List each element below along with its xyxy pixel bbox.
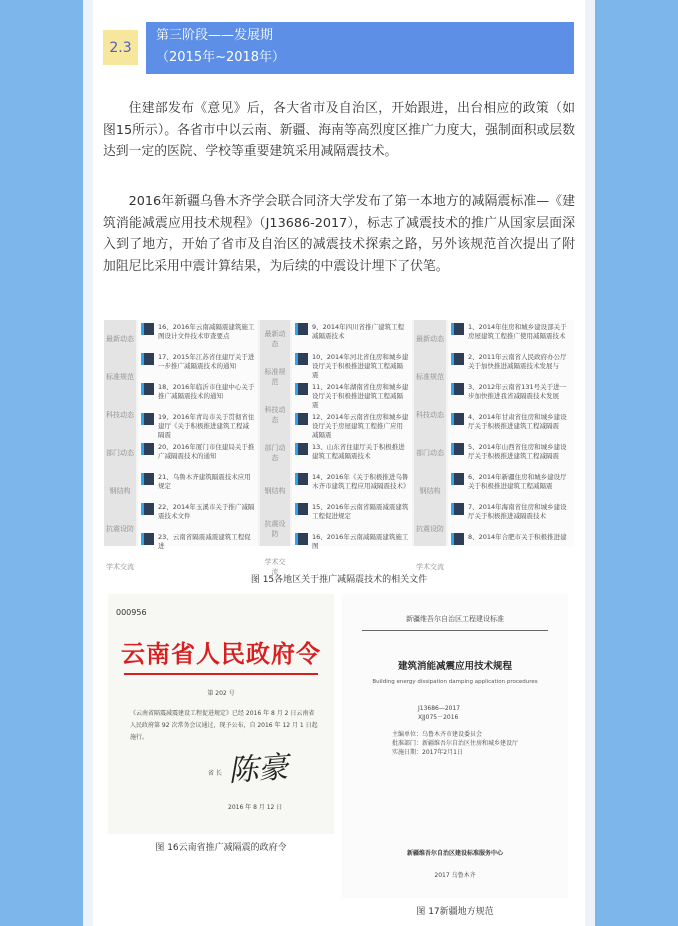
document-icon [295, 353, 308, 365]
document-link[interactable] [138, 500, 258, 530]
document-title: 23、云南省隔震减震建筑工程促进 [158, 533, 251, 550]
document-title: 16、2016年云南减隔震建筑施工图 [312, 533, 409, 550]
figure-17-caption: 图 17新疆地方规范 [416, 907, 494, 917]
document-title: 16、2016年云南减隔震建筑施工图设计文件技术审查要点 [158, 323, 255, 340]
document-icon [451, 323, 464, 335]
document-title: 13、山东省住建厅关于积极推进建筑工程减隔震技术 [312, 443, 405, 460]
figure-15-caption: 图 15各地区关于推广减隔震技术的相关文件 [250, 575, 428, 585]
document-icon [141, 443, 154, 455]
code-2: XJJ075－2016 [418, 714, 459, 721]
sidebar-category[interactable]: 科技动态 [416, 411, 444, 419]
sidebar-category[interactable]: 部门动态 [416, 449, 444, 457]
sidebar-category[interactable]: 学术交流 [416, 563, 444, 571]
document-link[interactable] [292, 410, 412, 440]
figure-16-government-order [108, 594, 334, 834]
document-link[interactable] [448, 500, 574, 530]
signature: 陈豪 [227, 749, 290, 790]
document-icon [451, 473, 464, 485]
sidebar-category[interactable]: 标准规范 [416, 373, 444, 381]
signer-label: 省 长 [208, 770, 222, 777]
document-icon [141, 323, 154, 335]
standard-info [392, 730, 518, 757]
sidebar-column [104, 320, 136, 571]
red-divider [124, 673, 318, 675]
standard-english-title: Building energy dissipation damping application procedures [372, 679, 538, 685]
document-link[interactable] [138, 350, 258, 380]
paragraph-2: 2016年新疆乌鲁木齐学会联合同济大学发布了第一本地方的减隔震标准—《建筑消能减震应用技术规程》（J13686-2017），标志了减震技术的推广从国家层面深入到了地方，开始了省市及自治区的减震技术探索之路，另外该规范首次提出了附加阻尼比采用中震计算结果，为后续的中震设计埋下了伏笔。 [103, 194, 575, 274]
document-link[interactable] [138, 380, 258, 410]
figure-17-standard-cover [342, 594, 568, 898]
document-icon [141, 503, 154, 515]
section-subtitle: （2015年~2018年） [156, 50, 286, 65]
doc-number: 000956 [116, 608, 147, 617]
document-icon [451, 443, 464, 455]
document-title: 20、2016年厦门市住建局关于推广减隔震技术的通知 [158, 443, 255, 460]
document-title: 3、2012年云南省131号关于进一步加快推进我省减隔震技术发展 [468, 383, 567, 400]
document-title: 22、2014年玉溪市关于推广减隔震技术文件 [158, 503, 255, 520]
divider [362, 630, 548, 631]
code-1: J13686—2017 [418, 705, 461, 712]
sidebar-category[interactable]: 钢结构 [264, 487, 286, 495]
document-title: 8、2014年合肥市关于积极推进建 [468, 533, 567, 541]
order-date: 2016 年 8 月 12 日 [228, 804, 283, 811]
figure-16-caption: 图 16云南省推广减隔震的政府令 [155, 843, 287, 853]
sidebar-category[interactable]: 科技动态 [106, 411, 134, 419]
document-icon [451, 533, 464, 545]
document-link[interactable] [292, 380, 412, 410]
document-link[interactable] [448, 380, 574, 410]
document-icon [295, 473, 308, 485]
document-title: 10、2014年河北省住房和城乡建设厅关于积极推进建筑工程减隔震 [312, 353, 409, 379]
sidebar-category[interactable]: 最新动态 [106, 335, 134, 343]
figure-15-document-list [104, 320, 574, 576]
sidebar-category[interactable]: 标准规范 [264, 368, 286, 386]
document-link[interactable] [292, 440, 412, 470]
document-title: 17、2015年江苏省住建厅关于进一步推广减隔震技术的通知 [158, 353, 255, 370]
document-link[interactable] [138, 530, 258, 560]
document-title: 21、乌鲁木齐建筑隔震技术应用规定 [158, 473, 251, 490]
standard-header: 新疆维吾尔自治区工程建设标准 [406, 615, 504, 623]
document-icon [141, 473, 154, 485]
document-title: 1、2014年住房和城乡建设部关于房屋建筑工程推广使用减隔震技术 [468, 323, 567, 340]
document-icon [451, 413, 464, 425]
document-icon [141, 383, 154, 395]
sidebar-column [414, 320, 446, 571]
sidebar-category[interactable]: 钢结构 [419, 487, 441, 495]
document-icon [141, 533, 154, 545]
section-number-badge: 2.3 [103, 30, 138, 65]
section-title: 第三阶段——发展期 [156, 28, 274, 43]
sidebar-category[interactable]: 抗震设防 [264, 520, 286, 538]
document-icon [141, 353, 154, 365]
document-link[interactable] [448, 440, 574, 470]
sidebar-category[interactable]: 钢结构 [109, 487, 131, 495]
document-link[interactable] [292, 470, 412, 500]
document-title: 18、2016年临沂市住建中心关于推广减隔震技术的通知 [158, 383, 255, 400]
document-title: 2、2011年云南省人民政府办公厅关于加快推进减隔震技术发展与 [468, 353, 567, 370]
sidebar-category[interactable]: 最新动态 [264, 330, 286, 348]
document-title: 6、2014年新疆住房和城乡建设厅关于积极推进建筑工程减隔震 [468, 473, 567, 490]
sidebar-category[interactable]: 学术交流 [106, 563, 134, 571]
paragraph-1: 住建部发布《意见》后，各大省市及自治区，开始跟进，出台相应的政策（如图15所示）。各省市中以云南、新疆、海南等高烈度区推广力度大，强制面积或层数达到一定的医院、学校等重要建筑采用减隔震技术。 [103, 101, 575, 159]
document-link[interactable] [292, 500, 412, 530]
sidebar-category[interactable]: 最新动态 [416, 335, 444, 343]
order-number: 第 202 号 [207, 690, 235, 697]
sidebar-category[interactable]: 学术交流 [264, 558, 286, 576]
sidebar-column [260, 320, 290, 576]
document-title: 19、2016年青岛市关于贯彻省住建厅《关于积极推进建筑工程减隔震 [158, 413, 255, 439]
document-icon [451, 353, 464, 365]
order-title: 云南省人民政府令 [121, 639, 321, 668]
document-title: 14、2016年《关于积极推进乌鲁木齐市建筑工程应用减隔震技术》 [312, 473, 410, 490]
document-icon [295, 533, 308, 545]
document-title: 9、2014年四川省推广建筑工程减隔震技术 [312, 323, 405, 340]
document-title: 5、2014年山西省住房和城乡建设厅关于积极推进建筑工程减隔震 [468, 443, 567, 460]
document-link[interactable] [138, 440, 258, 470]
publisher: 新疆维吾尔自治区建设标准服务中心 [406, 850, 503, 857]
doc-column-2 [292, 320, 412, 550]
document-title: 4、2014年甘肃省住房和城乡建设厅关于积极推进建筑工程减隔震 [468, 413, 567, 430]
document-link[interactable] [448, 320, 574, 350]
sidebar-category[interactable]: 抗震设防 [106, 525, 134, 533]
document-link[interactable] [448, 350, 574, 380]
sidebar-category[interactable]: 部门动态 [106, 449, 134, 457]
document-link[interactable] [292, 350, 412, 380]
info-line: 批准部门：新疆维吾尔自治区住房和城乡建设厅 [392, 740, 519, 747]
sidebar-category[interactable]: 标准规范 [106, 373, 134, 381]
document-link[interactable] [138, 320, 258, 350]
document-link[interactable] [292, 530, 412, 560]
document-title: 11、2014年湖南省住房和城乡建设厅关于积极推进建筑工程减隔震 [312, 383, 409, 409]
document-link[interactable] [138, 470, 258, 500]
document-icon [451, 383, 464, 395]
standard-title: 建筑消能减震应用技术规程 [397, 661, 512, 672]
document-icon [295, 413, 308, 425]
document-link[interactable] [292, 320, 412, 350]
sidebar-category[interactable]: 部门动态 [264, 444, 286, 462]
doc-column-3 [448, 320, 574, 546]
sidebar-category[interactable]: 抗震设防 [416, 525, 444, 533]
document-icon [295, 323, 308, 335]
document-link[interactable] [448, 530, 574, 560]
order-body: 《云南省隔震减震建设工程促进规定》已经 2016 年 8 月 2 日云南省人民政府第 92 次常务会议通过，现予公布，自 2016 年 12 月 1 日起施行。 [130, 710, 318, 741]
document-link[interactable] [138, 410, 258, 440]
document-link[interactable] [448, 470, 574, 500]
document-link[interactable] [448, 410, 574, 440]
document-title: 12、2014年云南省住房和城乡建设厅关于房屋建筑工程推广应用减隔震 [312, 413, 409, 439]
section-header [146, 22, 574, 74]
document-icon [295, 383, 308, 395]
document-icon [295, 443, 308, 455]
document-title: 7、2014年海南省住房和城乡建设厅关于积极推进减隔震技术 [468, 503, 567, 520]
info-line: 实施日期：2017年2月1日 [392, 749, 463, 756]
sidebar-category[interactable]: 科技动态 [264, 406, 286, 424]
document-icon [295, 503, 308, 515]
doc-column-1 [138, 320, 258, 550]
document-icon [141, 413, 154, 425]
publish-year: 2017 乌鲁木齐 [434, 872, 476, 879]
info-line: 主编单位：乌鲁木齐市建设委员会 [392, 731, 483, 738]
standard-codes [418, 704, 460, 722]
document-title: 15、2016年云南省隔震减震建筑工程促进规定 [312, 503, 409, 520]
document-icon [451, 503, 464, 515]
